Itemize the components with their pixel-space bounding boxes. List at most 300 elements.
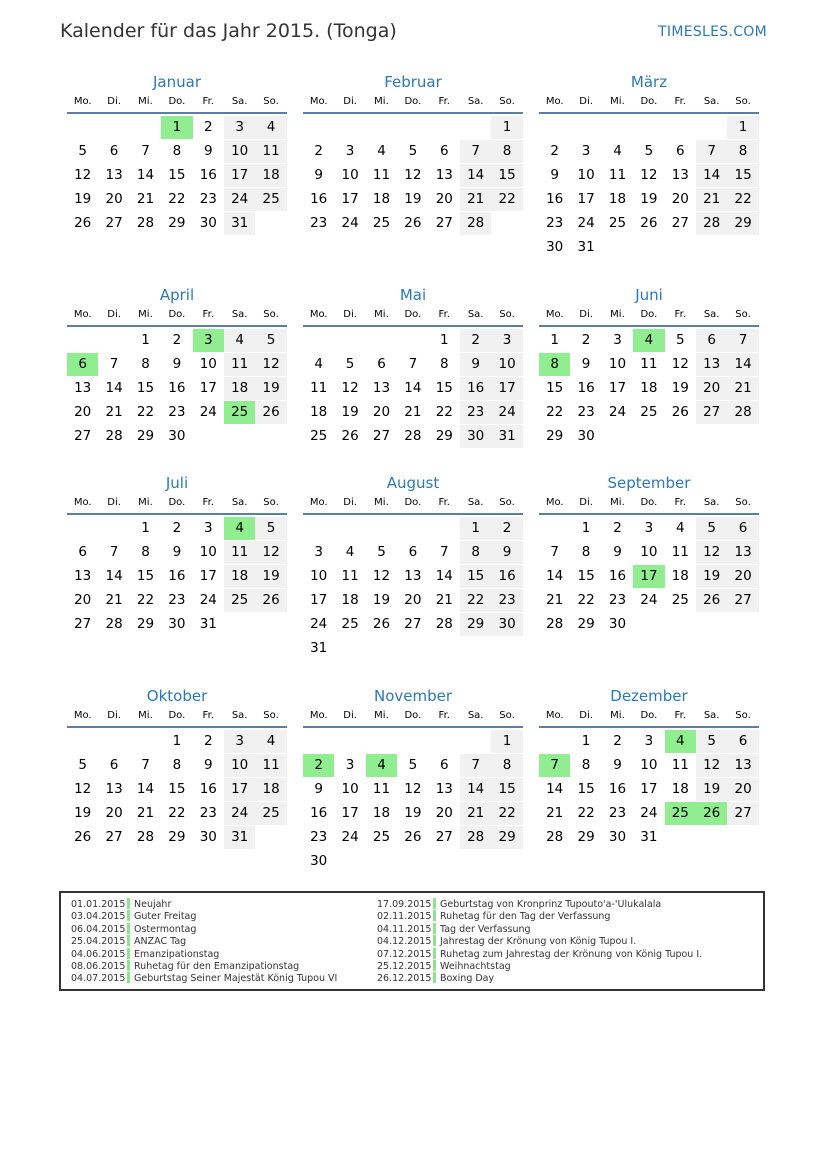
day-cell: 7 — [141, 143, 150, 159]
weekday-label: Sa. — [467, 309, 484, 320]
day-cell: 27 — [105, 215, 123, 231]
day-cell: 17 — [199, 380, 217, 396]
weekday-label: Fr. — [438, 309, 450, 320]
weekday-label: So. — [263, 710, 279, 721]
day-cell: 21 — [696, 188, 727, 211]
day-cell: 19 — [404, 191, 422, 207]
day-cell: 6 — [109, 757, 119, 773]
day-cell: 12 — [255, 353, 286, 376]
day-grid — [303, 116, 523, 260]
legend-row — [71, 936, 337, 948]
day-cell: 28 — [105, 428, 123, 444]
day-cell: 24 — [640, 805, 658, 821]
month-block — [67, 686, 287, 874]
day-cell: 27 — [74, 428, 92, 444]
weekday-label: Mo. — [73, 497, 92, 508]
legend-date: 25.12.2015 — [377, 960, 432, 972]
weekday-label: Mo. — [545, 309, 564, 320]
day-cell: 2 — [460, 329, 491, 352]
legend-holiday-name: ANZAC Tag — [134, 936, 187, 948]
day-cell: 29 — [168, 829, 186, 845]
weekday-label: Fr. — [202, 497, 214, 508]
weekday-label: Fr. — [438, 497, 450, 508]
day-cell: 2 — [491, 517, 522, 540]
weekday-label: So. — [263, 497, 279, 508]
weekday-label: Do. — [168, 96, 186, 107]
weekday-label: Mo. — [73, 710, 92, 721]
day-cell: 6 — [439, 143, 449, 159]
day-cell: 17 — [224, 778, 255, 801]
day-cell: 4 — [675, 520, 685, 536]
day-cell: 24 — [310, 616, 328, 632]
day-cell: 16 — [608, 781, 627, 797]
weekday-label: Do. — [404, 96, 422, 107]
day-cell: 16 — [546, 191, 564, 207]
day-cell: 1 — [550, 332, 559, 348]
legend-holiday-name: Ruhetag für den Emanzipationstag — [134, 960, 300, 972]
day-cell: 10 — [640, 544, 658, 560]
legend-marker-icon — [127, 960, 130, 971]
legend-date: 26.12.2015 — [377, 973, 432, 985]
holiday-day-cell: 4 — [366, 754, 397, 777]
weekday-label: Fr. — [674, 710, 686, 721]
weekday-label: Mi. — [138, 710, 153, 721]
weekday-header — [303, 493, 523, 515]
day-cell: 17 — [491, 377, 522, 400]
day-cell: 31 — [577, 239, 595, 255]
month-name: Mai — [399, 286, 427, 304]
holiday-day-cell: 1 — [161, 116, 192, 139]
day-cell: 5 — [78, 757, 87, 773]
day-cell: 20 — [105, 805, 123, 821]
day-cell: 12 — [696, 754, 727, 777]
weekday-label: Di. — [107, 96, 121, 107]
weekday-header — [539, 706, 759, 728]
weekday-label: So. — [263, 309, 279, 320]
day-cell: 26 — [255, 589, 286, 612]
day-cell: 9 — [172, 356, 182, 372]
weekday-label: Mi. — [610, 309, 625, 320]
day-cell: 16 — [199, 781, 217, 797]
day-cell: 6 — [408, 544, 418, 560]
day-cell: 24 — [199, 592, 217, 608]
day-cell: 13 — [105, 167, 123, 183]
day-cell: 7 — [460, 754, 491, 777]
legend-date: 04.11.2015 — [377, 923, 432, 935]
day-cell: 30 — [577, 428, 595, 444]
day-cell: 19 — [372, 592, 391, 608]
day-cell: 23 — [310, 215, 328, 231]
day-cell: 10 — [341, 781, 359, 797]
day-cell: 30 — [168, 428, 186, 444]
day-cell: 21 — [136, 805, 155, 821]
day-cell: 8 — [460, 541, 491, 564]
day-cell: 15 — [727, 164, 758, 187]
day-cell: 16 — [310, 805, 328, 821]
holiday-day-cell: 8 — [539, 353, 570, 376]
weekday-label: Di. — [343, 497, 357, 508]
day-cell: 16 — [577, 380, 595, 396]
day-cell: 19 — [696, 778, 727, 801]
day-cell: 24 — [224, 188, 255, 211]
day-grid — [539, 116, 759, 260]
legend-date: 04.06.2015 — [71, 948, 126, 960]
day-cell: 11 — [224, 353, 255, 376]
day-cell: 5 — [78, 143, 87, 159]
day-cell: 5 — [644, 143, 654, 159]
day-cell: 28 — [404, 428, 422, 444]
weekday-header — [67, 305, 287, 327]
day-cell: 30 — [199, 215, 217, 231]
day-cell: 11 — [640, 356, 658, 372]
weekday-label: Do. — [404, 710, 422, 721]
weekday-label: Sa. — [231, 309, 248, 320]
day-cell: 21 — [105, 404, 123, 420]
day-cell: 4 — [613, 143, 622, 159]
day-cell: 11 — [671, 544, 689, 560]
month-block — [539, 285, 759, 473]
day-cell: 19 — [671, 380, 689, 396]
legend-date: 25.04.2015 — [71, 936, 126, 948]
day-cell: 14 — [546, 781, 564, 797]
day-cell: 9 — [613, 544, 622, 560]
day-cell: 28 — [696, 212, 727, 235]
day-cell: 23 — [577, 404, 595, 420]
day-cell: 22 — [491, 188, 522, 211]
day-cell: 3 — [644, 520, 654, 536]
day-cell: 11 — [310, 380, 328, 396]
weekday-label: Mi. — [610, 497, 625, 508]
day-cell: 25 — [255, 188, 286, 211]
day-cell: 12 — [372, 568, 391, 584]
month-block — [303, 686, 523, 874]
day-cell: 18 — [372, 191, 391, 207]
day-cell: 21 — [460, 802, 491, 825]
day-cell: 21 — [435, 592, 453, 608]
weekday-label: Mo. — [545, 96, 564, 107]
weekday-label: Mo. — [545, 710, 564, 721]
day-cell: 22 — [460, 589, 491, 612]
weekday-label: Di. — [579, 96, 593, 107]
day-cell: 8 — [727, 140, 758, 163]
day-cell: 15 — [460, 565, 491, 588]
weekday-label: Mi. — [610, 710, 625, 721]
weekday-label: Fr. — [202, 96, 214, 107]
day-cell: 9 — [203, 143, 213, 159]
day-cell: 25 — [671, 592, 689, 608]
legend-row — [377, 936, 702, 948]
day-cell: 3 — [491, 329, 522, 352]
weekday-label: Sa. — [703, 497, 720, 508]
day-cell: 10 — [224, 140, 255, 163]
day-cell: 31 — [224, 212, 255, 235]
day-cell: 8 — [491, 754, 522, 777]
day-cell: 6 — [727, 517, 758, 540]
legend-holiday-name: Geburtstag Seiner Majestät König Tupou VI — [134, 973, 338, 985]
day-cell: 1 — [141, 520, 150, 536]
day-cell: 8 — [172, 757, 182, 773]
day-cell: 21 — [727, 377, 758, 400]
weekday-label: Mi. — [610, 96, 625, 107]
day-cell: 13 — [372, 380, 391, 396]
legend-date: 04.07.2015 — [71, 973, 126, 985]
weekday-header — [303, 92, 523, 114]
day-cell: 23 — [199, 191, 217, 207]
holiday-day-cell: 25 — [224, 401, 255, 424]
day-cell: 20 — [696, 377, 727, 400]
day-grid — [303, 517, 523, 661]
day-cell: 17 — [640, 781, 658, 797]
day-cell: 28 — [136, 215, 155, 231]
day-cell: 24 — [491, 401, 522, 424]
day-cell: 9 — [172, 544, 182, 560]
day-cell: 23 — [199, 805, 217, 821]
day-cell: 20 — [435, 191, 453, 207]
day-cell: 28 — [105, 616, 123, 632]
legend-row — [71, 949, 337, 961]
weekday-label: Do. — [404, 309, 422, 320]
day-cell: 14 — [460, 778, 491, 801]
day-cell: 27 — [404, 616, 422, 632]
day-cell: 30 — [491, 613, 522, 636]
day-cell: 10 — [224, 754, 255, 777]
day-cell: 23 — [168, 592, 186, 608]
legend-row — [71, 961, 337, 973]
day-cell: 26 — [696, 589, 727, 612]
day-cell: 11 — [255, 140, 286, 163]
legend-date: 03.04.2015 — [71, 911, 126, 923]
day-cell: 18 — [608, 191, 627, 207]
day-cell: 3 — [224, 116, 255, 139]
month-name: November — [373, 687, 453, 705]
day-cell: 18 — [341, 592, 359, 608]
legend-marker-icon — [127, 898, 130, 909]
weekday-label: Fr. — [202, 309, 214, 320]
day-cell: 19 — [640, 191, 658, 207]
day-cell: 1 — [581, 733, 591, 749]
month-block — [539, 686, 759, 874]
day-cell: 28 — [460, 212, 491, 235]
day-cell: 11 — [608, 167, 627, 183]
day-cell: 27 — [435, 215, 453, 231]
day-cell: 25 — [372, 215, 391, 231]
weekday-label: Sa. — [231, 497, 248, 508]
day-cell: 18 — [255, 164, 286, 187]
legend-row — [377, 911, 702, 923]
day-cell: 2 — [203, 119, 213, 135]
day-cell: 12 — [255, 541, 286, 564]
brand-link[interactable]: TIMESLES.COM — [658, 24, 767, 40]
holiday-day-cell: 4 — [665, 730, 696, 753]
day-cell: 10 — [577, 167, 595, 183]
day-cell: 9 — [491, 541, 522, 564]
day-cell: 21 — [546, 805, 564, 821]
day-cell: 9 — [460, 353, 491, 376]
month-name: Oktober — [146, 687, 208, 705]
legend-marker-icon — [433, 960, 436, 971]
day-cell: 20 — [435, 805, 453, 821]
day-cell: 7 — [109, 544, 119, 560]
legend-row — [377, 899, 702, 911]
day-cell: 9 — [203, 757, 213, 773]
day-cell: 6 — [377, 356, 386, 372]
day-cell: 23 — [168, 404, 186, 420]
day-cell: 27 — [74, 616, 92, 632]
day-cell: 30 — [460, 425, 491, 448]
day-cell: 23 — [310, 829, 328, 845]
day-cell: 19 — [255, 377, 286, 400]
day-cell: 29 — [168, 215, 186, 231]
day-cell: 15 — [435, 380, 453, 396]
legend-marker-icon — [433, 898, 436, 909]
legend-date: 04.12.2015 — [377, 936, 432, 948]
day-cell: 24 — [640, 592, 658, 608]
weekday-label: So. — [499, 309, 515, 320]
weekday-label: Di. — [579, 710, 593, 721]
weekday-header — [67, 706, 287, 728]
day-cell: 11 — [255, 754, 286, 777]
weekday-label: Do. — [640, 497, 658, 508]
day-cell: 19 — [696, 565, 727, 588]
legend-column-left — [71, 899, 337, 986]
weekday-label: So. — [735, 710, 751, 721]
weekday-header — [539, 493, 759, 515]
day-grid — [539, 517, 759, 661]
day-cell: 18 — [671, 568, 689, 584]
day-cell: 7 — [550, 544, 559, 560]
day-cell: 30 — [168, 616, 186, 632]
day-cell: 7 — [727, 329, 758, 352]
day-cell: 10 — [310, 568, 328, 584]
day-cell: 13 — [74, 568, 92, 584]
day-cell: 14 — [136, 781, 155, 797]
day-cell: 30 — [199, 829, 217, 845]
day-cell: 17 — [224, 164, 255, 187]
day-cell: 10 — [491, 353, 522, 376]
day-cell: 3 — [224, 730, 255, 753]
day-cell: 2 — [613, 520, 622, 536]
day-cell: 22 — [168, 805, 186, 821]
weekday-label: So. — [499, 497, 515, 508]
day-cell: 13 — [105, 781, 123, 797]
day-cell: 29 — [491, 826, 522, 849]
day-grid — [67, 329, 287, 473]
weekday-header — [67, 92, 287, 114]
day-cell: 14 — [727, 353, 758, 376]
weekday-label: Sa. — [703, 96, 720, 107]
month-block — [303, 285, 523, 473]
weekday-label: Mo. — [309, 309, 328, 320]
legend-holiday-name: Jahrestag der Krönung von König Tupou I. — [440, 936, 637, 948]
day-cell: 3 — [345, 757, 355, 773]
day-cell: 23 — [491, 589, 522, 612]
day-cell: 14 — [136, 167, 155, 183]
day-cell: 12 — [74, 167, 92, 183]
day-cell: 13 — [696, 353, 727, 376]
day-cell: 15 — [168, 781, 186, 797]
weekday-label: Fr. — [438, 710, 450, 721]
day-cell: 14 — [460, 164, 491, 187]
day-cell: 10 — [608, 356, 627, 372]
day-cell: 26 — [671, 404, 689, 420]
day-cell: 17 — [310, 592, 328, 608]
day-cell: 26 — [255, 401, 286, 424]
day-cell: 7 — [460, 140, 491, 163]
day-cell: 31 — [224, 826, 255, 849]
day-cell: 8 — [141, 544, 150, 560]
day-cell: 9 — [314, 781, 323, 797]
day-cell: 1 — [439, 332, 449, 348]
day-grid — [539, 730, 759, 874]
day-cell: 21 — [404, 404, 422, 420]
day-cell: 18 — [372, 805, 391, 821]
day-cell: 4 — [345, 544, 355, 560]
weekday-label: So. — [735, 497, 751, 508]
weekday-label: Di. — [579, 309, 593, 320]
day-cell: 27 — [435, 829, 453, 845]
month-block — [539, 72, 759, 260]
day-cell: 27 — [671, 215, 689, 231]
weekday-label: Mo. — [309, 710, 328, 721]
day-cell: 15 — [491, 778, 522, 801]
day-cell: 27 — [696, 401, 727, 424]
day-cell: 15 — [168, 167, 186, 183]
legend-marker-icon — [433, 948, 436, 959]
day-cell: 16 — [310, 191, 328, 207]
holiday-day-cell: 17 — [633, 565, 664, 588]
day-cell: 13 — [727, 754, 758, 777]
day-cell: 14 — [546, 568, 564, 584]
holiday-day-cell: 3 — [193, 329, 224, 352]
day-cell: 5 — [408, 143, 418, 159]
day-cell: 16 — [199, 167, 217, 183]
day-cell: 22 — [577, 805, 595, 821]
legend-holiday-name: Weihnachtstag — [440, 960, 511, 972]
day-cell: 31 — [199, 616, 217, 632]
weekday-label: Mo. — [309, 497, 328, 508]
day-cell: 22 — [136, 592, 155, 608]
day-cell: 13 — [435, 167, 453, 183]
day-grid — [303, 329, 523, 473]
month-name: Februar — [384, 73, 442, 91]
day-cell: 30 — [310, 853, 328, 869]
holiday-legend — [59, 891, 765, 991]
day-cell: 20 — [671, 191, 689, 207]
day-cell: 20 — [404, 592, 422, 608]
day-cell: 2 — [581, 332, 591, 348]
day-cell: 30 — [608, 829, 627, 845]
day-cell: 7 — [141, 757, 150, 773]
weekday-label: Do. — [640, 96, 658, 107]
day-cell: 18 — [640, 380, 658, 396]
day-cell: 17 — [608, 380, 627, 396]
day-cell: 20 — [74, 404, 92, 420]
legend-row — [71, 924, 337, 936]
day-cell: 4 — [314, 356, 323, 372]
legend-holiday-name: Boxing Day — [440, 973, 495, 985]
weekday-label: Sa. — [467, 710, 484, 721]
day-cell: 5 — [408, 757, 418, 773]
day-cell: 4 — [224, 329, 255, 352]
day-cell: 20 — [74, 592, 92, 608]
day-cell: 1 — [491, 116, 522, 139]
weekday-label: Fr. — [674, 497, 686, 508]
day-cell: 2 — [203, 733, 213, 749]
day-cell: 12 — [341, 380, 359, 396]
weekday-label: Sa. — [703, 309, 720, 320]
month-name: August — [386, 474, 440, 492]
day-cell: 27 — [372, 428, 391, 444]
